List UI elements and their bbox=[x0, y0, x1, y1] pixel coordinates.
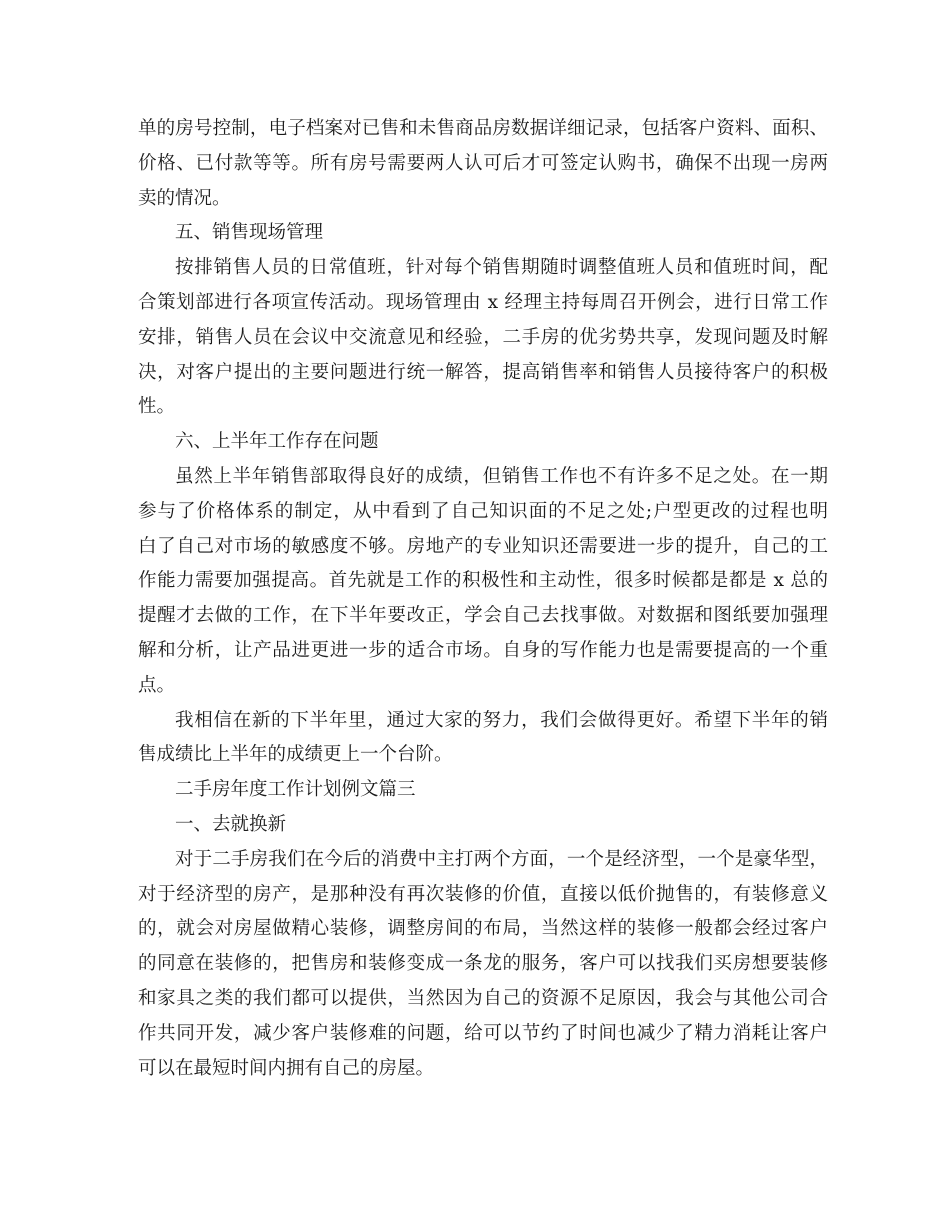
document-body bbox=[138, 112, 828, 1086]
paragraph-line: 性。 bbox=[138, 396, 176, 418]
paragraph-line: 虽然上半年销售部取得良好的成绩，但销售工作也不有许多不足之处。在一期 bbox=[175, 465, 828, 487]
paragraph-line: 按排销售人员的日常值班，针对每个销售期随时调整值班人员和值班时间，配 bbox=[175, 257, 828, 279]
paragraph-line: 解和分析，让产品进更进一步的适合市场。自身的写作能力也是需要提高的一个重 bbox=[138, 639, 828, 661]
paragraph-line: 提醒才去做的工作，在下半年要改正，学会自己去找事做。对数据和图纸要加强理 bbox=[138, 605, 828, 627]
paragraph-line: 价格、已付款等等。所有房号需要两人认可后才可签定认购书，确保不出现一房两 bbox=[138, 152, 828, 174]
paragraph-line: 的同意在装修的，把售房和装修变成一条龙的服务，客户可以找我们买房想要装修 bbox=[138, 953, 828, 975]
paragraph-line: 我相信在新的下半年里，通过大家的努力，我们会做得更好。希望下半年的销 bbox=[175, 709, 828, 731]
paragraph-line: 白了自己对市场的敏感度不够。房地产的专业知识还需要进一步的提升，自己的工 bbox=[138, 535, 828, 557]
section-heading: 五、销售现场管理 bbox=[175, 222, 324, 244]
paragraph-line: 售成绩比上半年的成绩更上一个台阶。 bbox=[138, 744, 453, 766]
paragraph-line: 合策划部进行各项宣传活动。现场管理由 x 经理主持每周召开例会，进行日常工作 bbox=[138, 291, 828, 313]
paragraph-line: 决，对客户提出的主要问题进行统一解答，提高销售率和销售人员接待客户的积极 bbox=[138, 361, 828, 383]
paragraph-line: 作共同开发，减少客户装修难的问题，给可以节约了时间也减少了精力消耗让客户 bbox=[138, 1022, 828, 1044]
paragraph-line: 点。 bbox=[138, 674, 176, 696]
section-heading: 六、上半年工作存在问题 bbox=[175, 431, 379, 453]
paragraph-line: 参与了价格体系的制定，从中看到了自己知识面的不足之处;户型更改的过程也明 bbox=[138, 500, 828, 522]
section-heading: 二手房年度工作计划例文篇三 bbox=[175, 779, 416, 801]
paragraph-line: 安排，销售人员在会议中交流意见和经验，二手房的优劣势共享，发现问题及时解 bbox=[138, 326, 828, 348]
paragraph-line: 卖的情况。 bbox=[138, 187, 231, 209]
paragraph-line: 的，就会对房屋做精心装修，调整房间的布局，当然这样的装修一般都会经过客户 bbox=[138, 918, 828, 940]
paragraph-line: 可以在最短时间内拥有自己的房屋。 bbox=[138, 1057, 435, 1079]
paragraph-line: 对于二手房我们在今后的消费中主打两个方面，一个是经济型，一个是豪华型， bbox=[175, 848, 828, 870]
paragraph-line: 单的房号控制，电子档案对已售和未售商品房数据详细记录，包括客户资料、面积、 bbox=[138, 118, 828, 139]
section-heading: 一、去就换新 bbox=[175, 813, 287, 835]
paragraph-line: 和家具之类的我们都可以提供，当然因为自己的资源不足原因，我会与其他公司合 bbox=[138, 987, 828, 1009]
paragraph-line: 对于经济型的房产，是那种没有再次装修的价值，直接以低价抛售的，有装修意义 bbox=[138, 883, 828, 905]
paragraph-line: 作能力需要加强提高。首先就是工作的积极性和主动性，很多时候都是都是 x 总的 bbox=[138, 570, 828, 592]
